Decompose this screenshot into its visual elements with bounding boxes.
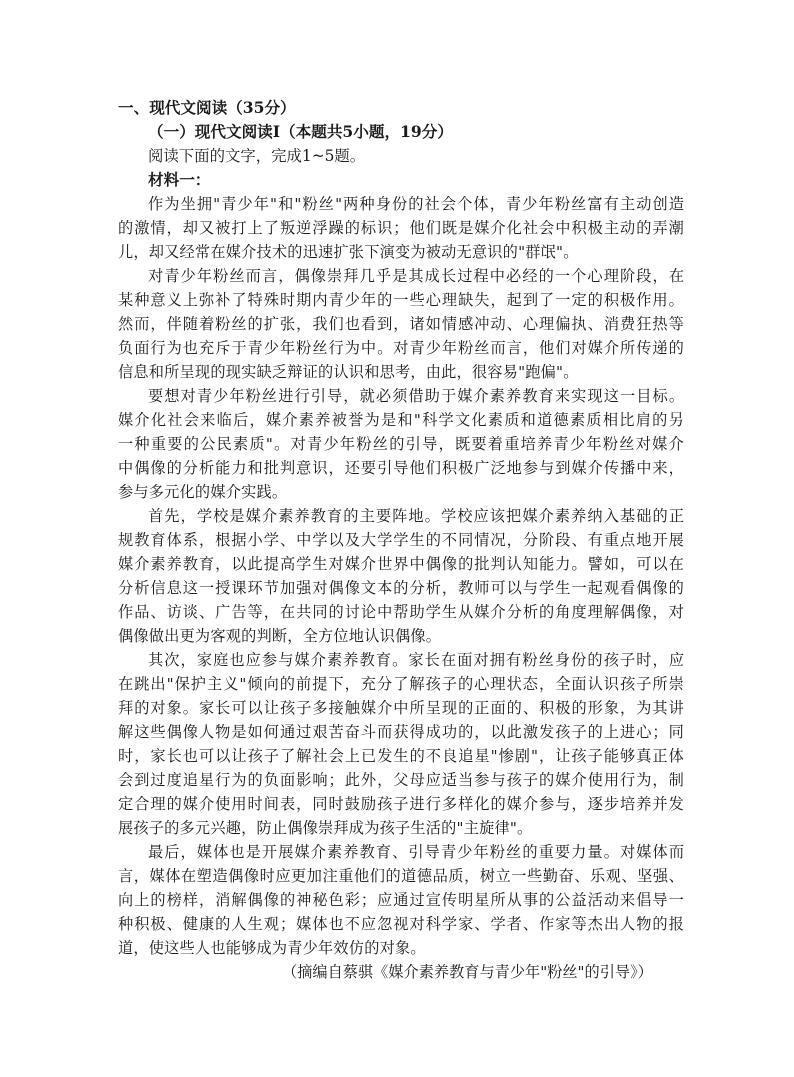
passage-line: 展孩子的多元兴趣，防止偶像崇拜成为孩子生活的"主旋律"。 — [118, 819, 533, 837]
passage-line: 儿，却又经常在媒介技术的迅速扩张下演变为被动无意识的"群氓"。 — [118, 243, 579, 261]
passage-line: 其次，家庭也应参与媒介素养教育。家长在面对拥有粉丝身份的孩子时，应 — [148, 651, 684, 669]
instruction-text: 阅读下面的文字，完成1~5题。 — [148, 147, 366, 165]
passage-line: 拜的对象。家长可以让孩子多接触媒介中所呈现的正面的、积极的形象，为其讲 — [118, 699, 684, 717]
passage-line: 首先，学校是媒介素养教育的主要阵地。学校应该把媒介素养纳入基础的正 — [148, 507, 684, 525]
section-title: 一、现代文阅读（35分） — [118, 98, 296, 117]
passage-line: 最后，媒体也是开展媒介素养教育、引导青少年粉丝的重要力量。对媒体而 — [148, 843, 684, 861]
passage-line: 然而，伴随着粉丝的扩张，我们也看到，诸如情感冲动、心理偏执、消费狂热等 — [118, 315, 684, 333]
passage-line: 分析信息这一授课环节加强对偶像文本的分析，教师可以与学生一起观看偶像的 — [118, 579, 684, 597]
subsection-title: （一）现代文阅读Ⅰ（本题共5小题，19分） — [148, 122, 453, 141]
passage-line: 道，使这些人也能够成为青少年效仿的对象。 — [118, 939, 426, 957]
passage-line: 一种重要的公民素质"。对青少年粉丝的引导，既要着重培养青少年粉丝对媒介 — [118, 435, 684, 453]
passage-line: 参与多元化的媒介实践。 — [118, 483, 288, 501]
passage-line: 的激情，却又被打上了叛逆浮躁的标识；他们既是媒介化社会中积极主动的弄潮 — [118, 219, 684, 237]
passage-line: 言，媒体在塑造偶像时应更加注重他们的道德品质，树立一些勤奋、乐观、坚强、 — [118, 867, 684, 885]
passage-line: 信息和所呈现的现实缺乏辩证的认识和思考，由此，很容易"跑偏"。 — [118, 363, 579, 381]
passage-line: 对青少年粉丝而言，偶像崇拜几乎是其成长过程中必经的一个心理阶段，在 — [148, 267, 684, 285]
passage-line: 会到过度追星行为的负面影响；此外，父母应适当参与孩子的媒介使用行为，制 — [118, 771, 684, 789]
passage-line: 时，家长也可以让孩子了解社会上已发生的不良追星"惨剧"，让孩子能够真正体 — [118, 747, 684, 765]
passage-line: 要想对青少年粉丝进行引导，就必须借助于媒介素养教育来实现这一目标。 — [148, 387, 684, 405]
passage-line: 媒介素养教育，以此提高学生对媒介世界中偶像的批判认知能力。譬如，可以在 — [118, 555, 684, 573]
passage-line: 中偶像的分析能力和批判意识，还要引导他们积极广泛地参与到媒介传播中来， — [118, 459, 684, 477]
passage-line: 负面行为也充斥于青少年粉丝行为中。对青少年粉丝而言，他们对媒介所传递的 — [118, 339, 684, 357]
passage-line: 向上的榜样，消解偶像的神秘色彩；应通过宣传明星所从事的公益活动来倡导一 — [118, 891, 684, 909]
material-label: 材料一： — [148, 170, 211, 189]
passage-line: 某种意义上弥补了特殊时期内青少年的一些心理缺失，起到了一定的积极作用。 — [118, 291, 684, 309]
source-citation: （摘编自蔡骐《媒介素养教育与青少年"粉丝"的引导》） — [282, 963, 653, 981]
passage-line: 媒介化社会来临后，媒介素养被誉为是和"科学文化素质和道德素质相比肩的另 — [118, 411, 684, 429]
passage-line: 种积极、健康的人生观；媒体也不应忽视对科学家、学者、作家等杰出人物的报 — [118, 915, 684, 933]
passage-line: 解这些偶像人物是如何通过艰苦奋斗而获得成功的，以此激发孩子的上进心；同 — [118, 723, 684, 741]
passage-line: 定合理的媒介使用时间表，同时鼓励孩子进行多样化的媒介参与，逐步培养并发 — [118, 795, 684, 813]
passage-line: 作为坐拥"青少年"和"粉丝"两种身份的社会个体，青少年粉丝富有主动创造 — [148, 195, 684, 213]
passage-line: 偶像做出更为客观的判断，全方位地认识偶像。 — [118, 627, 442, 645]
passage-line: 规教育体系，根据小学、中学以及大学学生的不同情况，分阶段、有重点地开展 — [118, 531, 684, 549]
passage-line: 在跳出"保护主义"倾向的前提下，充分了解孩子的心理状态，全面认识孩子所崇 — [118, 675, 684, 693]
passage-line: 作品、访谈、广告等，在共同的讨论中帮助学生从媒介分析的角度理解偶像，对 — [118, 603, 684, 621]
